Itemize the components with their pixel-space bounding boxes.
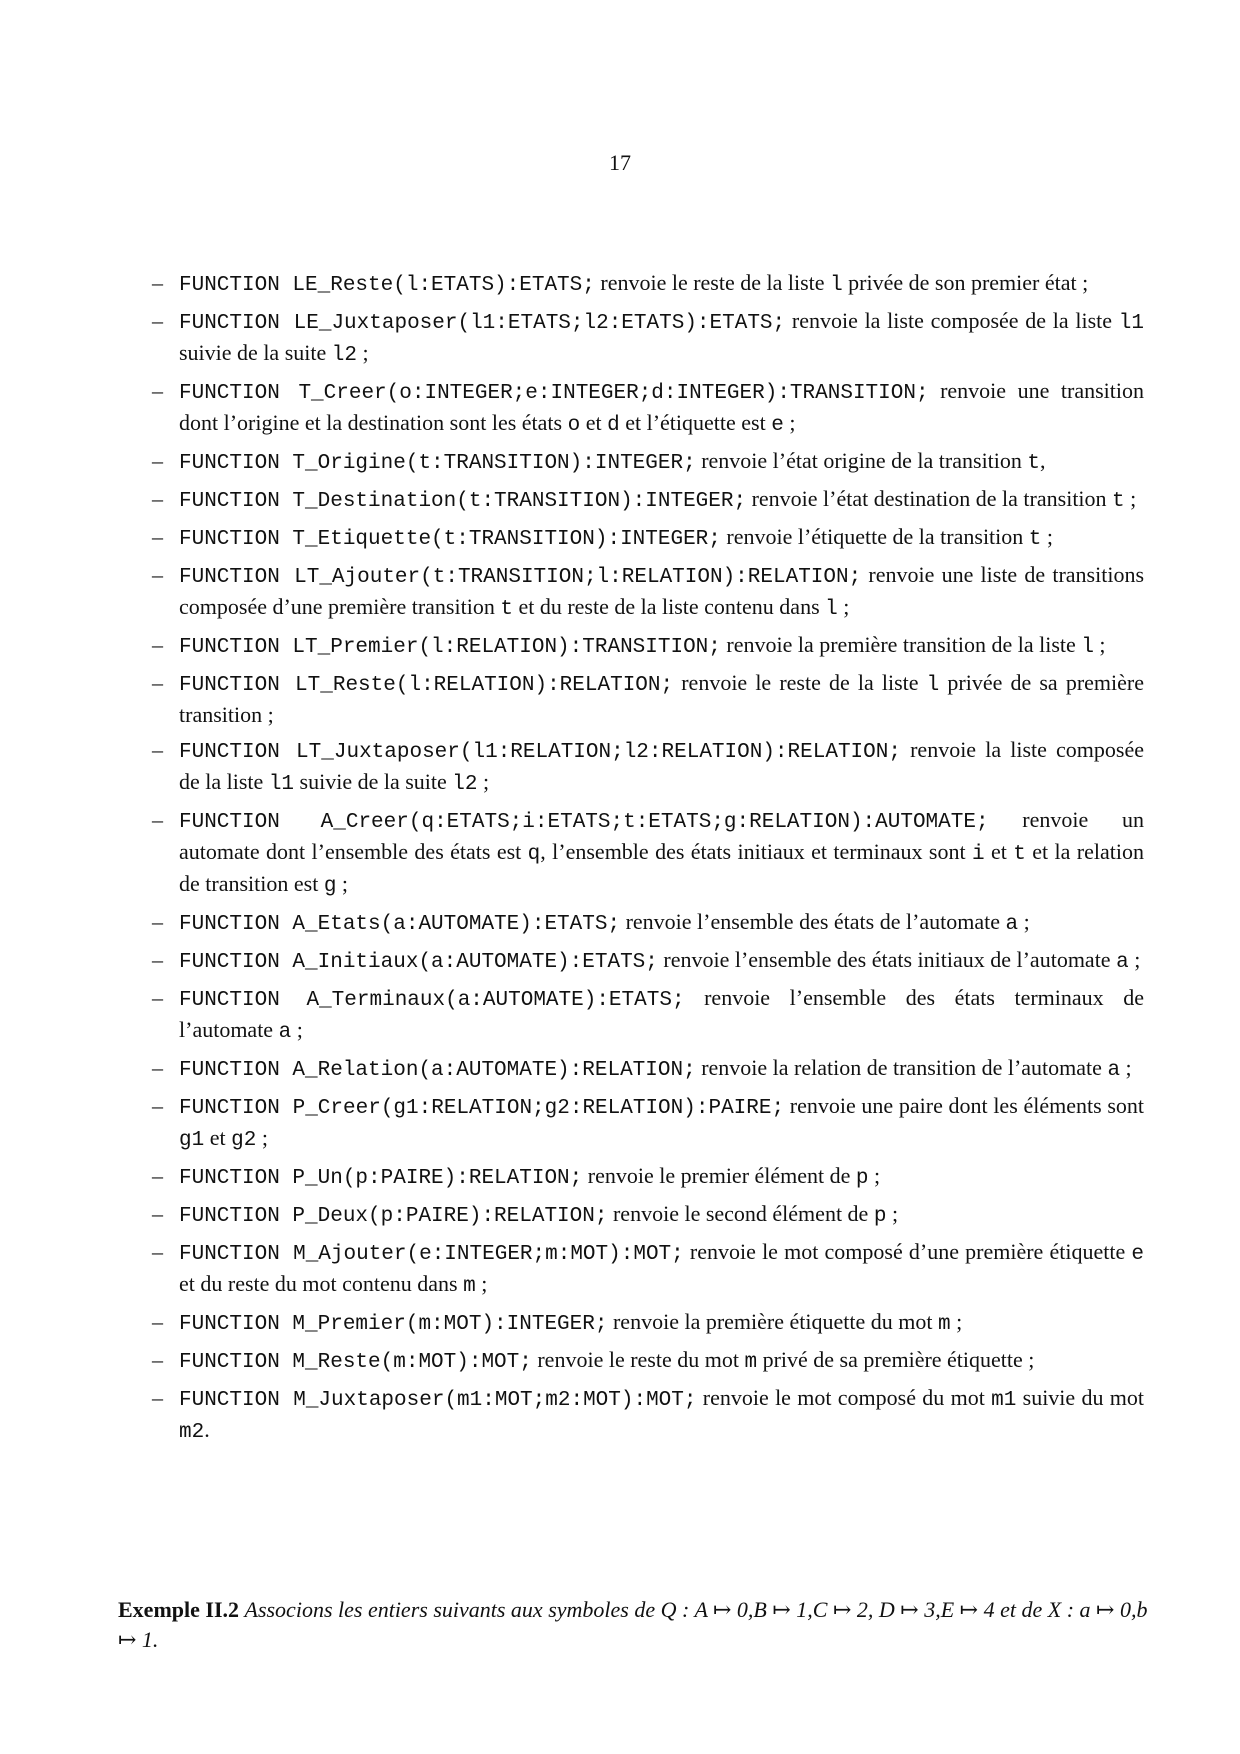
code-identifier: l2 <box>452 773 478 796</box>
function-description: renvoie le reste de la liste <box>673 670 927 695</box>
function-description: et du reste du mot contenu dans <box>179 1271 464 1296</box>
function-description: suivie du mot <box>1016 1385 1145 1410</box>
function-signature: FUNCTION T_Origine(t:TRANSITION):INTEGER; <box>179 452 696 475</box>
function-signature: FUNCTION T_Creer(o:INTEGER;e:INTEGER;d:INTEGER):TRANSITION; <box>179 382 929 405</box>
function-description: privée de sa première transition ; <box>179 670 1144 727</box>
function-signature: FUNCTION LT_Ajouter(t:TRANSITION;l:RELATION):RELATION; <box>179 566 862 589</box>
code-identifier: e <box>771 414 784 437</box>
code-identifier: a <box>278 1021 292 1044</box>
code-identifier: g2 <box>231 1129 257 1152</box>
code-identifier: g1 <box>179 1129 205 1152</box>
function-signature: FUNCTION LT_Juxtaposer(l1:RELATION;l2:RELATION):RELATION; <box>179 741 901 764</box>
function-signature: FUNCTION M_Reste(m:MOT):MOT; <box>179 1351 532 1374</box>
function-description: ; <box>336 871 349 896</box>
function-item <box>152 306 1144 370</box>
function-signature: FUNCTION M_Ajouter(e:INTEGER;m:MOT):MOT; <box>179 1243 684 1266</box>
function-item <box>152 983 1144 1047</box>
function-description: ; <box>868 1163 881 1188</box>
function-description: renvoie l’état destination de la transition <box>746 486 1113 511</box>
code-identifier: e <box>1131 1243 1144 1266</box>
code-identifier: q <box>527 843 541 866</box>
function-description: ; <box>950 1309 963 1334</box>
function-item <box>152 560 1144 624</box>
function-description: et <box>204 1125 232 1150</box>
function-signature: FUNCTION M_Premier(m:MOT):INTEGER; <box>179 1313 608 1336</box>
function-description: et du reste de la liste contenu dans <box>512 594 826 619</box>
function-item <box>152 484 1144 516</box>
function-item <box>152 1161 1144 1193</box>
function-description: ; <box>886 1201 899 1226</box>
function-list <box>152 268 1144 1453</box>
function-signature: FUNCTION A_Relation(a:AUTOMATE):RELATION; <box>179 1059 696 1082</box>
function-description: ; <box>1128 947 1141 972</box>
function-item <box>152 668 1144 729</box>
function-signature: FUNCTION P_Un(p:PAIRE):RELATION; <box>179 1167 583 1190</box>
function-signature: FUNCTION A_Terminaux(a:AUTOMATE):ETATS; <box>179 989 685 1012</box>
code-identifier: t <box>1028 528 1042 551</box>
code-identifier: t <box>1013 843 1026 866</box>
code-identifier: m2 <box>179 1421 205 1444</box>
code-identifier: m1 <box>991 1389 1017 1412</box>
function-item <box>152 945 1144 977</box>
code-identifier: p <box>855 1167 869 1190</box>
function-signature: FUNCTION T_Destination(t:TRANSITION):INTEGER; <box>179 490 747 513</box>
function-signature: FUNCTION LE_Juxtaposer(l1:ETATS;l2:ETATS):ETATS; <box>179 312 786 335</box>
example-mapping-x: a ↦ 0,b ↦ 1. <box>118 1597 1148 1652</box>
function-item <box>152 805 1144 901</box>
function-item <box>152 1237 1144 1301</box>
function-description: renvoie l’ensemble des états de l’automate <box>620 909 1006 934</box>
code-identifier: l <box>1081 636 1094 659</box>
code-identifier: t <box>1112 490 1125 513</box>
function-description: ; <box>1124 486 1137 511</box>
function-item <box>152 735 1144 799</box>
function-description: ; <box>1093 632 1106 657</box>
function-description: renvoie l’état origine de la transition <box>695 448 1028 473</box>
function-description: renvoie le reste du mot <box>531 1347 745 1372</box>
function-signature: FUNCTION LE_Reste(l:ETATS):ETATS; <box>179 274 595 297</box>
function-description: suivie de la suite <box>294 769 453 794</box>
example-colon-1: : <box>676 1597 695 1622</box>
function-description: renvoie le mot composé du mot <box>696 1385 992 1410</box>
function-description: ; <box>837 594 850 619</box>
function-description: renvoie le reste de la liste <box>594 270 831 295</box>
function-signature: FUNCTION LT_Premier(l:RELATION):TRANSITION; <box>179 636 721 659</box>
function-description: renvoie le second élément de <box>607 1201 874 1226</box>
function-signature: FUNCTION LT_Reste(l:RELATION):RELATION; <box>179 674 674 697</box>
function-description: ; <box>1018 909 1030 934</box>
function-description: renvoie un automate dont l’ensemble des états est <box>179 807 1144 864</box>
function-description: ; <box>475 1271 488 1296</box>
code-identifier: m <box>744 1351 758 1374</box>
function-description: et la relation de transition est <box>179 839 1144 896</box>
function-description: renvoie l’ensemble des états terminaux de l’automate <box>179 985 1144 1042</box>
example-colon-2: : <box>1061 1597 1080 1622</box>
function-item <box>152 446 1144 478</box>
function-description: ; <box>291 1017 303 1042</box>
function-description: renvoie le premier élément de <box>582 1163 856 1188</box>
function-item <box>152 1345 1144 1377</box>
function-item <box>152 1383 1144 1447</box>
function-description: renvoie la première étiquette du mot <box>607 1309 938 1334</box>
example-text: Associons les entiers suivants aux symboles de <box>244 1597 661 1622</box>
code-identifier: t <box>1027 452 1041 475</box>
code-identifier: l <box>830 274 843 297</box>
function-description: ; <box>783 410 796 435</box>
function-item <box>152 907 1144 939</box>
function-signature: FUNCTION A_Etats(a:AUTOMATE):ETATS; <box>179 913 621 936</box>
code-identifier: a <box>1107 1059 1121 1082</box>
function-description: renvoie l’ensemble des états initiaux de l’automate <box>657 947 1117 972</box>
code-identifier: o <box>567 414 581 437</box>
function-description: , <box>1040 448 1046 473</box>
function-item <box>152 1053 1144 1085</box>
function-description: renvoie la liste composée de la liste <box>179 737 1144 794</box>
function-description: renvoie la relation de transition de l’automate <box>695 1055 1108 1080</box>
function-description: . <box>204 1417 210 1442</box>
code-identifier: m <box>463 1275 476 1298</box>
function-description: , l’ensemble des états initiaux et terminaux sont <box>540 839 972 864</box>
function-description: privé de sa première étiquette ; <box>757 1347 1035 1372</box>
function-description: ; <box>1120 1055 1132 1080</box>
function-item <box>152 522 1144 554</box>
function-description: privée de son premier état ; <box>842 270 1089 295</box>
example-label: Exemple II.2 <box>118 1597 239 1622</box>
example-block <box>118 1595 1148 1655</box>
code-identifier: l <box>926 674 940 697</box>
code-identifier: g <box>323 875 337 898</box>
code-identifier: d <box>607 414 620 437</box>
function-item <box>152 268 1144 300</box>
code-identifier: p <box>873 1205 887 1228</box>
function-item <box>152 376 1144 440</box>
code-identifier: m <box>937 1313 951 1336</box>
function-description: renvoie la première transition de la liste <box>720 632 1082 657</box>
function-description: et l’étiquette est <box>619 410 772 435</box>
function-signature: FUNCTION M_Juxtaposer(m1:MOT;m2:MOT):MOT; <box>179 1389 697 1412</box>
function-description: renvoie une transition dont l’origine et la destination sont les états <box>179 378 1144 435</box>
code-identifier: l1 <box>268 773 295 796</box>
function-item <box>152 1307 1144 1339</box>
function-item <box>152 1091 1144 1155</box>
example-math-x: X <box>1047 1597 1062 1622</box>
function-description: renvoie la liste composée de la liste <box>785 308 1119 333</box>
example-text-and: et de <box>994 1597 1048 1622</box>
code-identifier: t <box>500 598 513 621</box>
function-signature: FUNCTION A_Creer(q:ETATS;i:ETATS;t:ETATS;g:RELATION):AUTOMATE; <box>179 811 989 834</box>
function-description: ; <box>1041 524 1054 549</box>
function-description: renvoie une paire dont les éléments sont <box>784 1093 1144 1118</box>
code-identifier: a <box>1116 951 1129 974</box>
code-identifier: i <box>972 843 985 866</box>
code-identifier: l <box>825 598 838 621</box>
example-math-q: Q <box>660 1597 677 1622</box>
function-signature: FUNCTION A_Initiaux(a:AUTOMATE):ETATS; <box>179 951 658 974</box>
code-identifier: a <box>1005 913 1019 936</box>
function-item <box>152 1199 1144 1231</box>
code-identifier: l2 <box>331 344 357 367</box>
function-signature: FUNCTION P_Creer(g1:RELATION;g2:RELATION):PAIRE; <box>179 1097 785 1120</box>
function-description: ; <box>477 769 490 794</box>
function-description: renvoie une liste de transitions composée d’une première transition <box>179 562 1145 619</box>
function-description: ; <box>256 1125 268 1150</box>
function-item <box>152 630 1144 662</box>
function-description: renvoie le mot composé d’une première étiquette <box>683 1239 1132 1264</box>
page-number: 17 <box>609 150 631 175</box>
code-identifier: l1 <box>1118 312 1145 335</box>
function-signature: FUNCTION T_Etiquette(t:TRANSITION):INTEGER; <box>179 528 721 551</box>
function-description: ; <box>356 340 369 365</box>
function-description: suivie de la suite <box>179 340 332 365</box>
function-description: et <box>580 410 608 435</box>
function-signature: FUNCTION P_Deux(p:PAIRE):RELATION; <box>179 1205 608 1228</box>
example-mapping-q: A ↦ 0,B ↦ 1,C ↦ 2, D ↦ 3,E ↦ 4 <box>694 1597 995 1622</box>
function-description: renvoie l’étiquette de la transition <box>720 524 1029 549</box>
function-description: et <box>984 839 1014 864</box>
